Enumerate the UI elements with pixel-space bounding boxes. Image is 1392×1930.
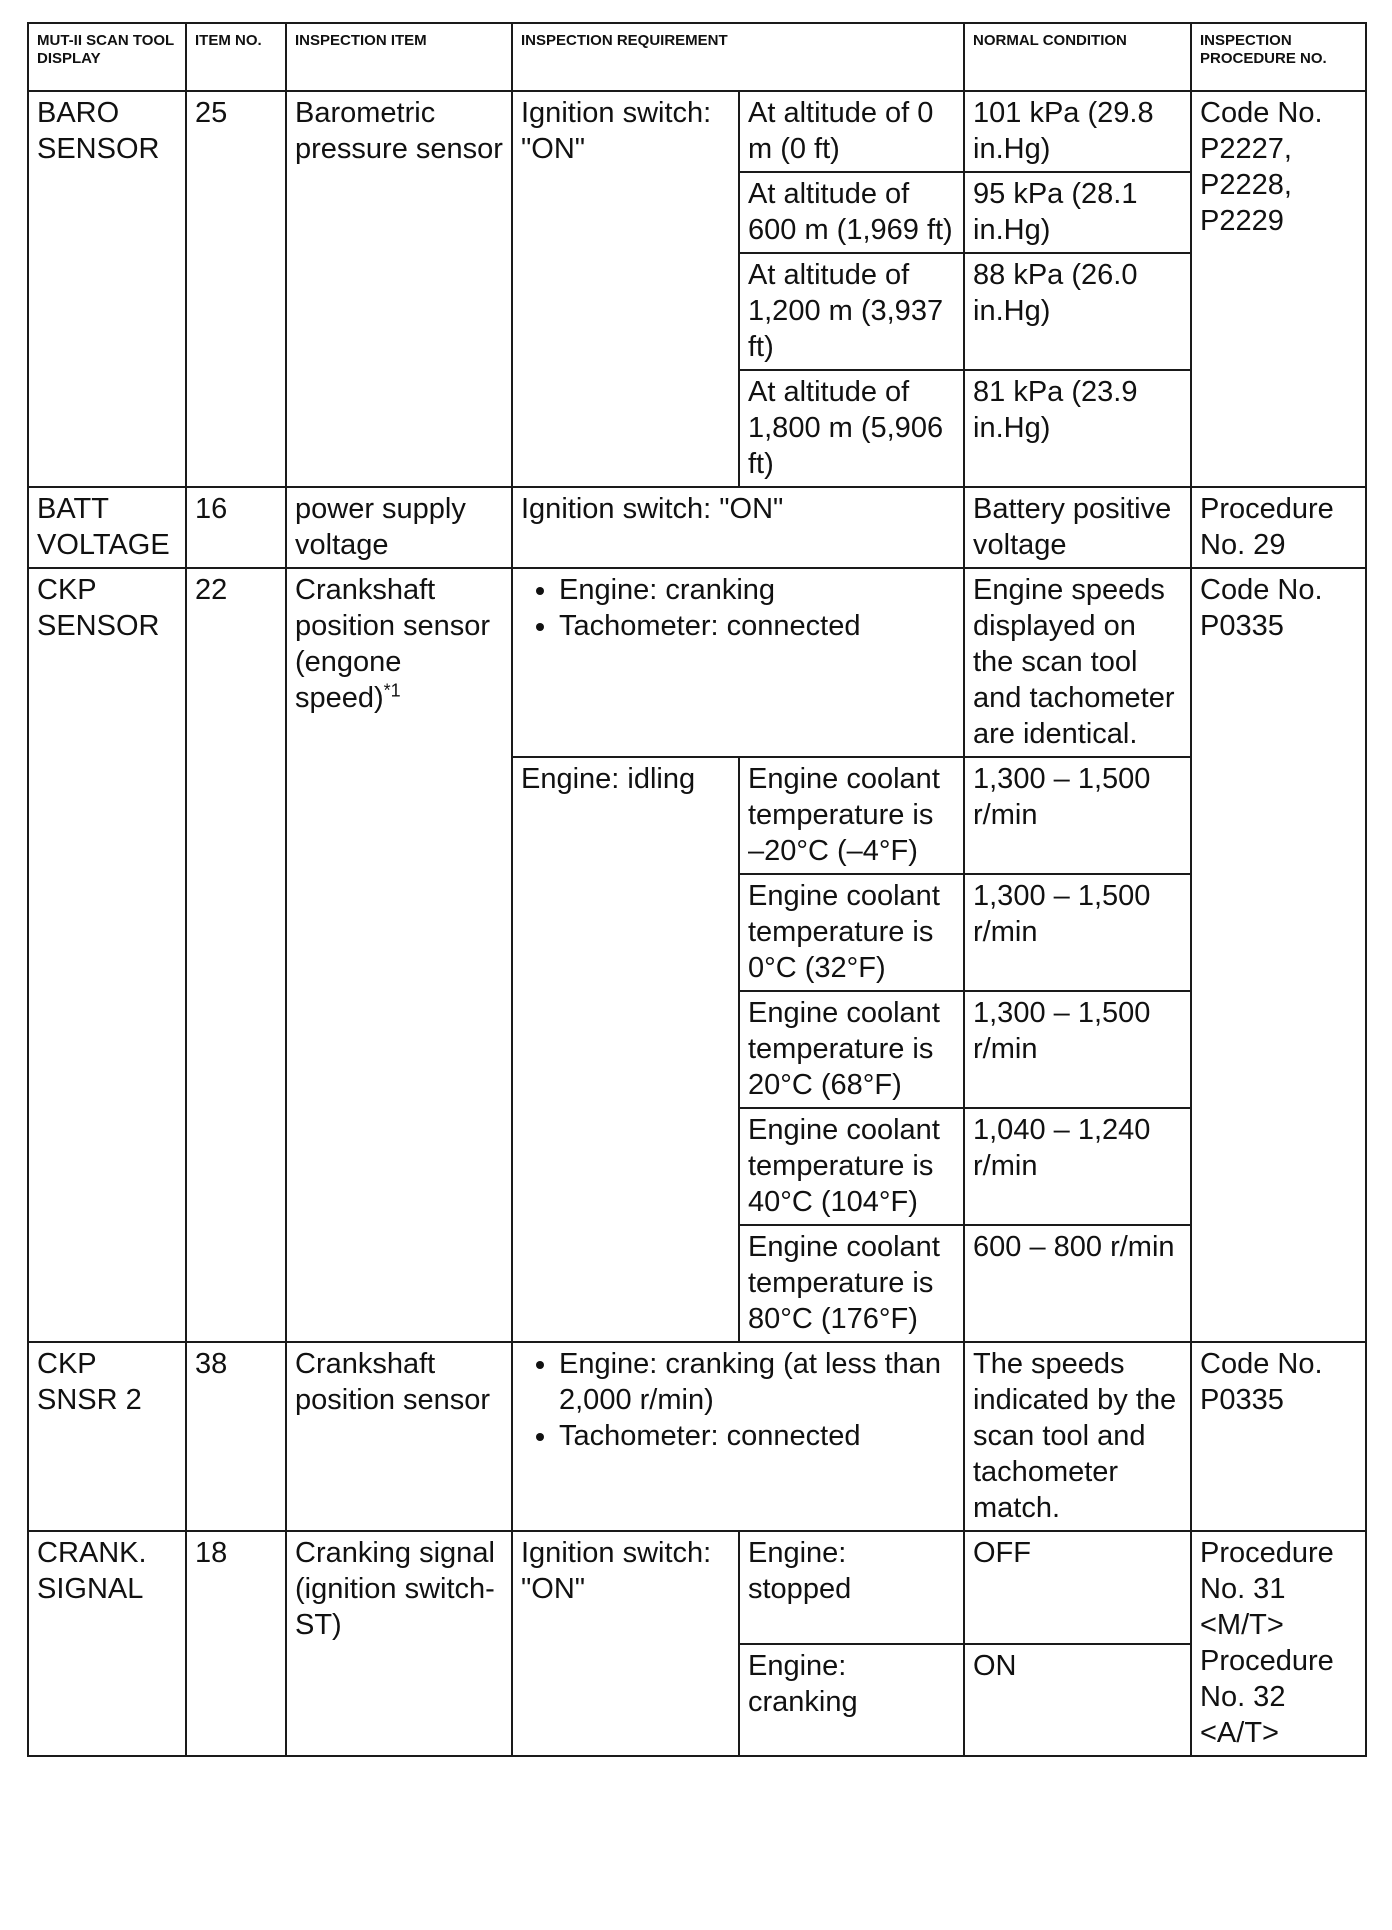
cell-procedure: Code No. P0335 [1191, 1342, 1366, 1531]
table-row [28, 91, 1366, 172]
table-row [28, 568, 1366, 757]
procedure-line: Procedure No. 32 [1200, 1645, 1334, 1713]
cell-normal: ON [964, 1644, 1191, 1757]
cell-display: BATT VOLTAGE [28, 487, 186, 568]
list-item: • Tachometer: connected [559, 608, 955, 644]
cell-condition: At altitude of 600 m (1,969 ft) [739, 172, 964, 253]
cell-display: CKP SENSOR [28, 568, 186, 1342]
cell-normal: 88 kPa (26.0 in.Hg) [964, 253, 1191, 370]
cell-requirement [512, 568, 964, 757]
cell-condition: At altitude of 0 m (0 ft) [739, 91, 964, 172]
cell-item-no: 16 [186, 487, 286, 568]
cell-condition: Engine coolant temperature is –20°C (–4°F) [739, 757, 964, 874]
cell-requirement: Ignition switch: "ON" [512, 91, 739, 487]
cell-normal: 600 – 800 r/min [964, 1225, 1191, 1342]
cell-condition: Engine: stopped [739, 1531, 964, 1644]
cell-normal: OFF [964, 1531, 1191, 1644]
cell-display: CRANK. SIGNAL [28, 1531, 186, 1756]
list-item: • Engine: cranking (at less than 2,000 r/min) [559, 1346, 955, 1418]
requirement-list [521, 1346, 955, 1454]
procedure-line: Procedure No. 31 [1200, 1537, 1334, 1605]
cell-normal: 1,300 – 1,500 r/min [964, 874, 1191, 991]
cell-display: BARO SENSOR [28, 91, 186, 487]
table-row [28, 487, 1366, 568]
cell-normal: Engine speeds displayed on the scan tool and tachometer are identical. [964, 568, 1191, 757]
cell-condition: Engine coolant temperature is 80°C (176°F) [739, 1225, 964, 1342]
header-requirement: INSPECTION REQUIREMENT [512, 23, 964, 91]
cell-normal: 101 kPa (29.8 in.Hg) [964, 91, 1191, 172]
cell-normal: The speeds indicated by the scan tool and tachometer match. [964, 1342, 1191, 1531]
header-item-no: ITEM NO. [186, 23, 286, 91]
header-normal: NORMAL CONDITION [964, 23, 1191, 91]
cell-requirement [512, 1342, 964, 1531]
header-row [28, 23, 1366, 91]
cell-item: power supply voltage [286, 487, 512, 568]
cell-procedure [1191, 1531, 1366, 1756]
cell-item: Barometric pressure sensor [286, 91, 512, 487]
footnote-mark: *1 [383, 680, 401, 701]
item-text: Crankshaft position sensor (engone speed) [295, 574, 491, 714]
cell-condition: At altitude of 1,200 m (3,937 ft) [739, 253, 964, 370]
header-procedure: INSPECTION PROCEDURE NO. [1191, 23, 1366, 91]
procedure-tag: <A/T> [1200, 1717, 1279, 1749]
cell-requirement: Ignition switch: "ON" [512, 487, 964, 568]
cell-normal: 95 kPa (28.1 in.Hg) [964, 172, 1191, 253]
inspection-table [27, 22, 1367, 1757]
procedure-tag: <M/T> [1200, 1609, 1284, 1641]
cell-procedure: Procedure No. 29 [1191, 487, 1366, 568]
cell-condition: Engine coolant temperature is 40°C (104°F) [739, 1108, 964, 1225]
header-item: INSPECTION ITEM [286, 23, 512, 91]
list-item: • Tachometer: connected [559, 1418, 955, 1454]
cell-procedure: Code No. P0335 [1191, 568, 1366, 1342]
cell-condition: Engine coolant temperature is 0°C (32°F) [739, 874, 964, 991]
table-row [28, 1531, 1366, 1644]
header-display: MUT-II SCAN TOOL DISPLAY [28, 23, 186, 91]
cell-item [286, 568, 512, 1342]
requirement-list [521, 572, 955, 644]
cell-item-no: 18 [186, 1531, 286, 1756]
cell-normal: Battery positive voltage [964, 487, 1191, 568]
cell-item-no: 25 [186, 91, 286, 487]
cell-item-no: 22 [186, 568, 286, 1342]
cell-requirement: Ignition switch: "ON" [512, 1531, 739, 1756]
cell-condition: Engine coolant temperature is 20°C (68°F) [739, 991, 964, 1108]
table-row [28, 1342, 1366, 1531]
cell-normal: 1,300 – 1,500 r/min [964, 991, 1191, 1108]
cell-normal: 1,040 – 1,240 r/min [964, 1108, 1191, 1225]
cell-procedure: Code No. P2227, P2228, P2229 [1191, 91, 1366, 487]
cell-item: Crankshaft position sensor [286, 1342, 512, 1531]
cell-item: Cranking signal (ignition switch-ST) [286, 1531, 512, 1756]
cell-normal: 1,300 – 1,500 r/min [964, 757, 1191, 874]
cell-normal: 81 kPa (23.9 in.Hg) [964, 370, 1191, 487]
cell-requirement: Engine: idling [512, 757, 739, 1342]
list-item: • Engine: cranking [559, 572, 955, 608]
cell-condition: At altitude of 1,800 m (5,906 ft) [739, 370, 964, 487]
cell-item-no: 38 [186, 1342, 286, 1531]
cell-display: CKP SNSR 2 [28, 1342, 186, 1531]
cell-condition: Engine: cranking [739, 1644, 964, 1757]
